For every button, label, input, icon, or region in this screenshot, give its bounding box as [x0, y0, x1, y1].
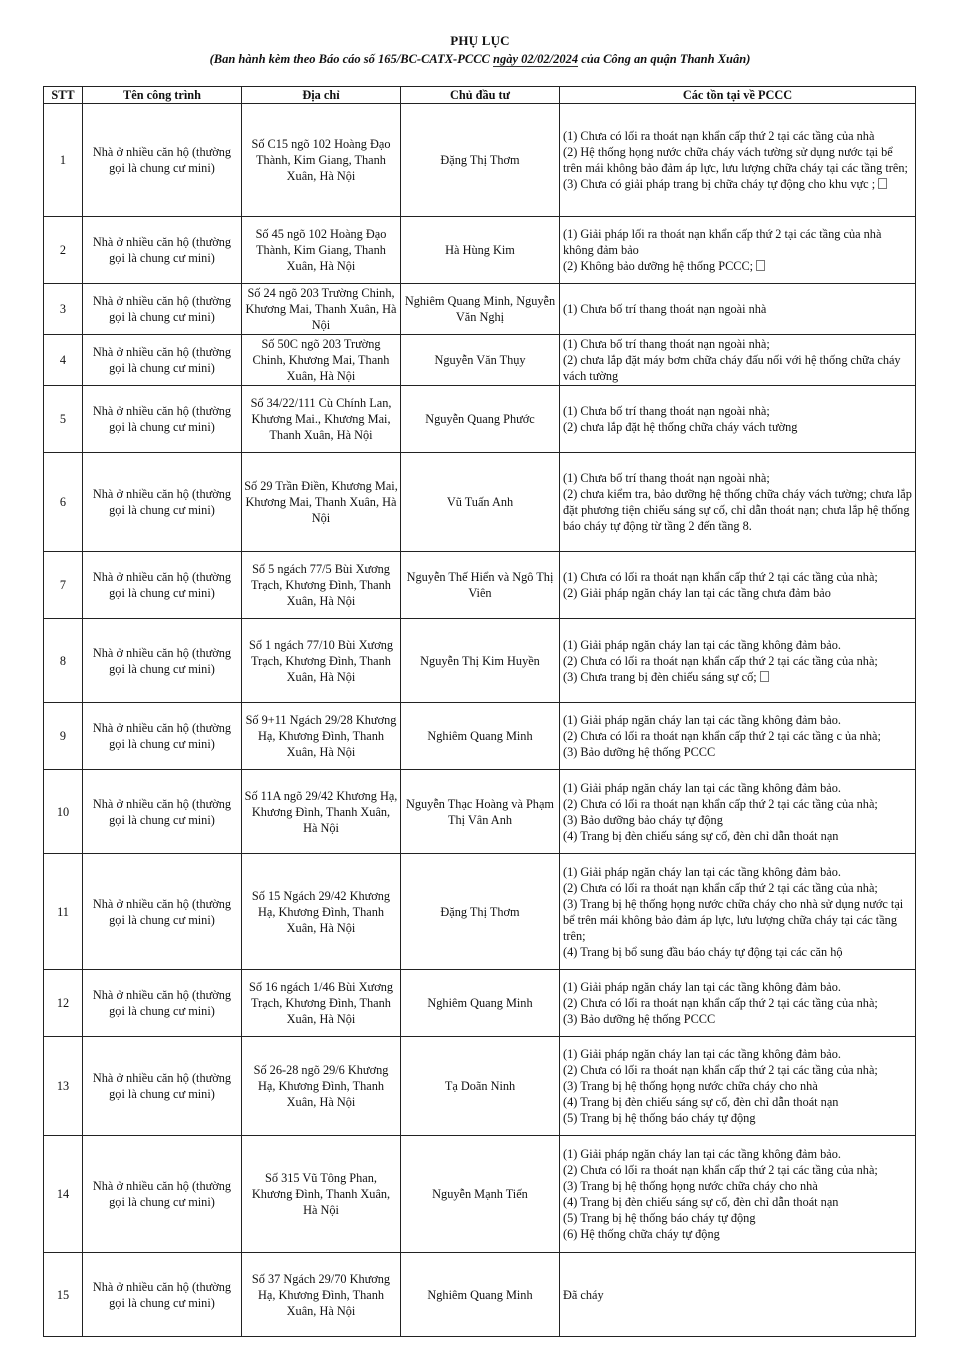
owner-cell: Hà Hùng Kim	[401, 217, 560, 284]
issues-cell	[560, 619, 916, 703]
table-row	[44, 703, 916, 770]
issue-line: (3) Chưa trang bị đèn chiếu sáng sự cố;	[563, 669, 913, 685]
issue-line: (2) Chưa có lối ra thoát nạn khẩn cấp thứ 2 tại các tầng của nhà;	[563, 653, 878, 668]
address-cell: Số 5 ngách 77/5 Bùi Xương Trạch, Khương Đình, Thanh Xuân, Hà Nội	[242, 552, 401, 619]
issue-line: (1) Chưa có lối ra thoát nạn khẩn cấp thứ 2 tại các tầng của nhà;	[563, 570, 878, 584]
issue-line: (3) Trang bị hệ thống họng nước chữa cháy cho nhà	[563, 1179, 818, 1193]
stt-cell: 9	[44, 703, 83, 770]
stt-cell: 7	[44, 552, 83, 619]
issue-line: (3) Bảo dưỡng hệ thống PCCC	[563, 1012, 716, 1026]
issue-line: (1) Chưa bố trí thang thoát nạn ngoài nhà;	[563, 337, 770, 351]
issues-cell	[560, 1253, 916, 1337]
address-cell: Số 26-28 ngõ 29/6 Khương Hạ, Khương Đình, Thanh Xuân, Hà Nội	[242, 1037, 401, 1136]
owner-cell: Nghiêm Quang Minh	[401, 1253, 560, 1337]
stt-cell: 3	[44, 284, 83, 335]
building-name-cell: Nhà ở nhiều căn hộ (thường gọi là chung cư mini)	[83, 770, 242, 854]
table-header-row	[44, 87, 916, 104]
issues-cell	[560, 386, 916, 453]
column-header-name: Tên công trình	[83, 87, 242, 104]
issue-line: (2) Không bảo dưỡng hệ thống PCCC;	[563, 258, 913, 274]
issues-cell	[560, 453, 916, 552]
issues-cell	[560, 770, 916, 854]
owner-cell: Nguyễn Mạnh Tiến	[401, 1136, 560, 1253]
issues-cell	[560, 335, 916, 386]
issue-line: (4) Trang bị đèn chiếu sáng sự cố, đèn chỉ dẫn thoát nạn	[563, 1095, 839, 1109]
building-name-cell: Nhà ở nhiều căn hộ (thường gọi là chung cư mini)	[83, 619, 242, 703]
table-row	[44, 854, 916, 970]
stt-cell: 1	[44, 104, 83, 217]
issue-line: (6) Hệ thống chữa cháy tự động	[563, 1227, 720, 1241]
issues-cell	[560, 854, 916, 970]
issue-line: (5) Trang bị hệ thống báo cháy tự động	[563, 1111, 756, 1125]
issue-line: (3) Bảo dưỡng hệ thống PCCC	[563, 745, 716, 759]
stt-cell: 6	[44, 453, 83, 552]
owner-cell: Vũ Tuấn Anh	[401, 453, 560, 552]
issues-cell	[560, 1136, 916, 1253]
issue-line: (1) Giải pháp ngăn cháy lan tại các tầng không đảm bảo.	[563, 780, 841, 795]
issue-line: (1) Giải pháp ngăn cháy lan tại các tầng không đảm bảo.	[563, 1047, 841, 1061]
table-row	[44, 335, 916, 386]
building-name-cell: Nhà ở nhiều căn hộ (thường gọi là chung cư mini)	[83, 335, 242, 386]
owner-cell: Nghiêm Quang Minh, Nguyễn Văn Nghị	[401, 284, 560, 335]
column-header-stt: STT	[44, 87, 83, 104]
table-row	[44, 217, 916, 284]
building-name-cell: Nhà ở nhiều căn hộ (thường gọi là chung cư mini)	[83, 703, 242, 770]
issue-line: (2) chưa lắp đặt hệ thống chữa cháy vách tường	[563, 420, 798, 434]
issue-line: (1) Giải pháp ngăn cháy lan tại các tầng không đảm bảo.	[563, 864, 841, 879]
issue-line: (4) Trang bị đèn chiếu sáng sự cố, đèn chỉ dẫn thoát nạn	[563, 828, 839, 843]
address-cell: Số 15 Ngách 29/42 Khương Hạ, Khương Đình, Thanh Xuân, Hà Nội	[242, 854, 401, 970]
table-row	[44, 284, 916, 335]
issues-cell	[560, 217, 916, 284]
issue-line: (3) Trang bị hệ thống họng nước chữa cháy cho nhà	[563, 1079, 818, 1093]
table-row	[44, 1037, 916, 1136]
issue-line: (3) Trang bị hệ thống họng nước chữa cháy cho nhà sử dụng nước tại bể trên mái không bảo đảm áp lực, lưu lượng chữa cháy tại các tầng trên;	[563, 896, 904, 943]
subtitle-date: ngày 02/02/2024	[493, 52, 579, 66]
placeholder-box-icon	[756, 260, 765, 271]
stt-cell: 13	[44, 1037, 83, 1136]
owner-cell: Nguyễn Văn Thụy	[401, 335, 560, 386]
building-name-cell: Nhà ở nhiều căn hộ (thường gọi là chung cư mini)	[83, 386, 242, 453]
page-subtitle	[0, 52, 960, 67]
column-header-issues: Các tồn tại về PCCC	[560, 87, 916, 104]
issue-line: (1) Giải pháp ngăn cháy lan tại các tầng không đảm bảo.	[563, 713, 841, 727]
table-row	[44, 970, 916, 1037]
table-row	[44, 1136, 916, 1253]
issue-line: Đã cháy	[563, 1287, 604, 1302]
subtitle-part-1: (Ban hành kèm theo Báo cáo số 165/BC-CATX-PCCC	[209, 52, 493, 66]
address-cell: Số 29 Trần Điền, Khương Mai, Khương Mai, Thanh Xuân, Hà Nội	[242, 453, 401, 552]
column-header-owner: Chủ đầu tư	[401, 87, 560, 104]
table-row	[44, 386, 916, 453]
issue-line: (2) chưa kiểm tra, bảo dưỡng hệ thống chữa cháy vách tường; chưa lắp đặt phương tiện chiếu sáng sự cố, chỉ dẫn thoát nạn; chưa lắp hệ thống báo cháy tự động từ tầng 2 đến tầng 8.	[563, 487, 912, 533]
address-cell: Số C15 ngõ 102 Hoàng Đạo Thành, Kim Giang, Thanh Xuân, Hà Nội	[242, 104, 401, 217]
issues-cell	[560, 703, 916, 770]
issue-line: (2) Chưa có lối ra thoát nạn khẩn cấp thứ 2 tại các tầng c ủa nhà;	[563, 729, 881, 743]
stt-cell: 14	[44, 1136, 83, 1253]
address-cell: Số 9+11 Ngách 29/28 Khương Hạ, Khương Đình, Thanh Xuân, Hà Nội	[242, 703, 401, 770]
issues-cell	[560, 104, 916, 217]
stt-cell: 8	[44, 619, 83, 703]
owner-cell: Nguyễn Thị Kim Huyền	[401, 619, 560, 703]
issue-line: (2) Chưa có lối ra thoát nạn khẩn cấp thứ 2 tại các tầng của nhà;	[563, 880, 878, 895]
issue-line: (1) Chưa có lối ra thoát nạn khẩn cấp thứ 2 tại các tầng của nhà	[563, 129, 875, 143]
placeholder-box-icon	[878, 178, 887, 189]
address-cell: Số 16 ngách 1/46 Bùi Xương Trạch, Khương Đình, Thanh Xuân, Hà Nội	[242, 970, 401, 1037]
building-name-cell: Nhà ở nhiều căn hộ (thường gọi là chung cư mini)	[83, 854, 242, 970]
address-cell: Số 1 ngách 77/10 Bùi Xương Trạch, Khương Đình, Thanh Xuân, Hà Nội	[242, 619, 401, 703]
placeholder-box-icon	[760, 671, 769, 682]
building-name-cell: Nhà ở nhiều căn hộ (thường gọi là chung cư mini)	[83, 1037, 242, 1136]
issue-line: (2) Chưa có lối ra thoát nạn khẩn cấp thứ 2 tại các tầng của nhà;	[563, 1063, 878, 1077]
subtitle-part-3: của Công an quận Thanh Xuân)	[578, 52, 751, 66]
issue-line: (2) Chưa có lối ra thoát nạn khẩn cấp thứ 2 tại các tầng của nhà;	[563, 796, 878, 811]
table-row	[44, 770, 916, 854]
building-name-cell: Nhà ở nhiều căn hộ (thường gọi là chung cư mini)	[83, 552, 242, 619]
owner-cell: Nguyễn Quang Phước	[401, 386, 560, 453]
building-name-cell: Nhà ở nhiều căn hộ (thường gọi là chung cư mini)	[83, 453, 242, 552]
owner-cell: Đặng Thị Thơm	[401, 104, 560, 217]
stt-cell: 11	[44, 854, 83, 970]
issue-line: (1) Chưa bố trí thang thoát nạn ngoài nhà;	[563, 471, 770, 485]
address-cell: Số 50C ngõ 203 Trường Chinh, Khương Mai, Thanh Xuân, Hà Nội	[242, 335, 401, 386]
address-cell: Số 37 Ngách 29/70 Khương Hạ, Khương Đình, Thanh Xuân, Hà Nội	[242, 1253, 401, 1337]
page-title: PHỤ LỤC	[450, 33, 510, 48]
address-cell: Số 24 ngõ 203 Trường Chinh, Khương Mai, Thanh Xuân, Hà Nội	[242, 284, 401, 335]
table-row	[44, 104, 916, 217]
issue-line: (4) Trang bị bổ sung đầu báo cháy tự động tại các căn hộ	[563, 944, 843, 959]
owner-cell: Đặng Thị Thơm	[401, 854, 560, 970]
building-name-cell: Nhà ở nhiều căn hộ (thường gọi là chung cư mini)	[83, 970, 242, 1037]
column-header-address: Địa chỉ	[242, 87, 401, 104]
issues-cell	[560, 1037, 916, 1136]
building-name-cell: Nhà ở nhiều căn hộ (thường gọi là chung cư mini)	[83, 217, 242, 284]
issue-line: (1) Giải pháp ngăn cháy lan tại các tầng không đảm bảo.	[563, 980, 841, 994]
issue-line: (1) Giải pháp lối ra thoát nạn khẩn cấp thứ 2 tại các tầng của nhà không đảm bảo	[563, 227, 882, 257]
address-cell: Số 34/22/111 Cù Chính Lan, Khương Mai., Khương Mai, Thanh Xuân, Hà Nội	[242, 386, 401, 453]
stt-cell: 15	[44, 1253, 83, 1337]
issues-cell	[560, 970, 916, 1037]
issues-cell	[560, 552, 916, 619]
issue-line: (1) Chưa bố trí thang thoát nạn ngoài nhà	[563, 302, 767, 316]
stt-cell: 2	[44, 217, 83, 284]
owner-cell: Nghiêm Quang Minh	[401, 703, 560, 770]
issue-line: (3) Bảo dưỡng bảo cháy tự động	[563, 812, 723, 827]
stt-cell: 10	[44, 770, 83, 854]
owner-cell: Tạ Doãn Ninh	[401, 1037, 560, 1136]
issue-line: (3) Chưa có giải pháp trang bị chữa cháy tự động cho khu vực ;	[563, 176, 913, 192]
issue-line: (2) Chưa có lối ra thoát nạn khẩn cấp thứ 2 tại các tầng của nhà;	[563, 996, 878, 1010]
table-row	[44, 619, 916, 703]
owner-cell: Nguyễn Thạc Hoàng và Phạm Thị Vân Anh	[401, 770, 560, 854]
issue-line: (4) Trang bị đèn chiếu sáng sự cố, đèn chỉ dẫn thoát nạn	[563, 1195, 839, 1209]
stt-cell: 12	[44, 970, 83, 1037]
address-cell: Số 45 ngõ 102 Hoàng Đạo Thành, Kim Giang, Thanh Xuân, Hà Nội	[242, 217, 401, 284]
address-cell: Số 11A ngõ 29/42 Khương Hạ, Khương Đình, Thanh Xuân, Hà Nội	[242, 770, 401, 854]
issue-line: (2) chưa lắp đặt máy bơm chữa cháy đấu nối với hệ thống chữa cháy vách tường	[563, 353, 901, 383]
owner-cell: Nguyễn Thế Hiển và Ngô Thị Viên	[401, 552, 560, 619]
building-name-cell: Nhà ở nhiều căn hộ (thường gọi là chung cư mini)	[83, 1136, 242, 1253]
appendix-table	[43, 86, 916, 1337]
issue-line: (1) Giải pháp ngăn cháy lan tại các tầng không đảm bảo.	[563, 637, 841, 652]
table-row	[44, 1253, 916, 1337]
issue-line: (2) Chưa có lối ra thoát nạn khẩn cấp thứ 2 tại các tầng của nhà;	[563, 1163, 878, 1177]
issue-line: (2) Hệ thống họng nước chữa cháy vách tường sử dụng nước tại bể trên mái không bảo đảm áp lực, lưu lượng chữa cháy tại các tầng trên;	[563, 145, 908, 175]
issue-line: (1) Chưa bố trí thang thoát nạn ngoài nhà;	[563, 404, 770, 418]
address-cell: Số 315 Vũ Tông Phan, Khương Đình, Thanh Xuân, Hà Nội	[242, 1136, 401, 1253]
table-row	[44, 453, 916, 552]
building-name-cell: Nhà ở nhiều căn hộ (thường gọi là chung cư mini)	[83, 104, 242, 217]
table-row	[44, 552, 916, 619]
building-name-cell: Nhà ở nhiều căn hộ (thường gọi là chung cư mini)	[83, 284, 242, 335]
issue-line: (1) Giải pháp ngăn cháy lan tại các tầng không đảm bảo.	[563, 1147, 841, 1161]
issues-cell	[560, 284, 916, 335]
issue-line: (5) Trang bị hệ thống báo cháy tự động	[563, 1211, 756, 1225]
stt-cell: 5	[44, 386, 83, 453]
issue-line: (2) Giải pháp ngăn cháy lan tại các tầng chưa đảm bảo	[563, 586, 831, 600]
stt-cell: 4	[44, 335, 83, 386]
owner-cell: Nghiêm Quang Minh	[401, 970, 560, 1037]
building-name-cell: Nhà ở nhiều căn hộ (thường gọi là chung cư mini)	[83, 1253, 242, 1337]
